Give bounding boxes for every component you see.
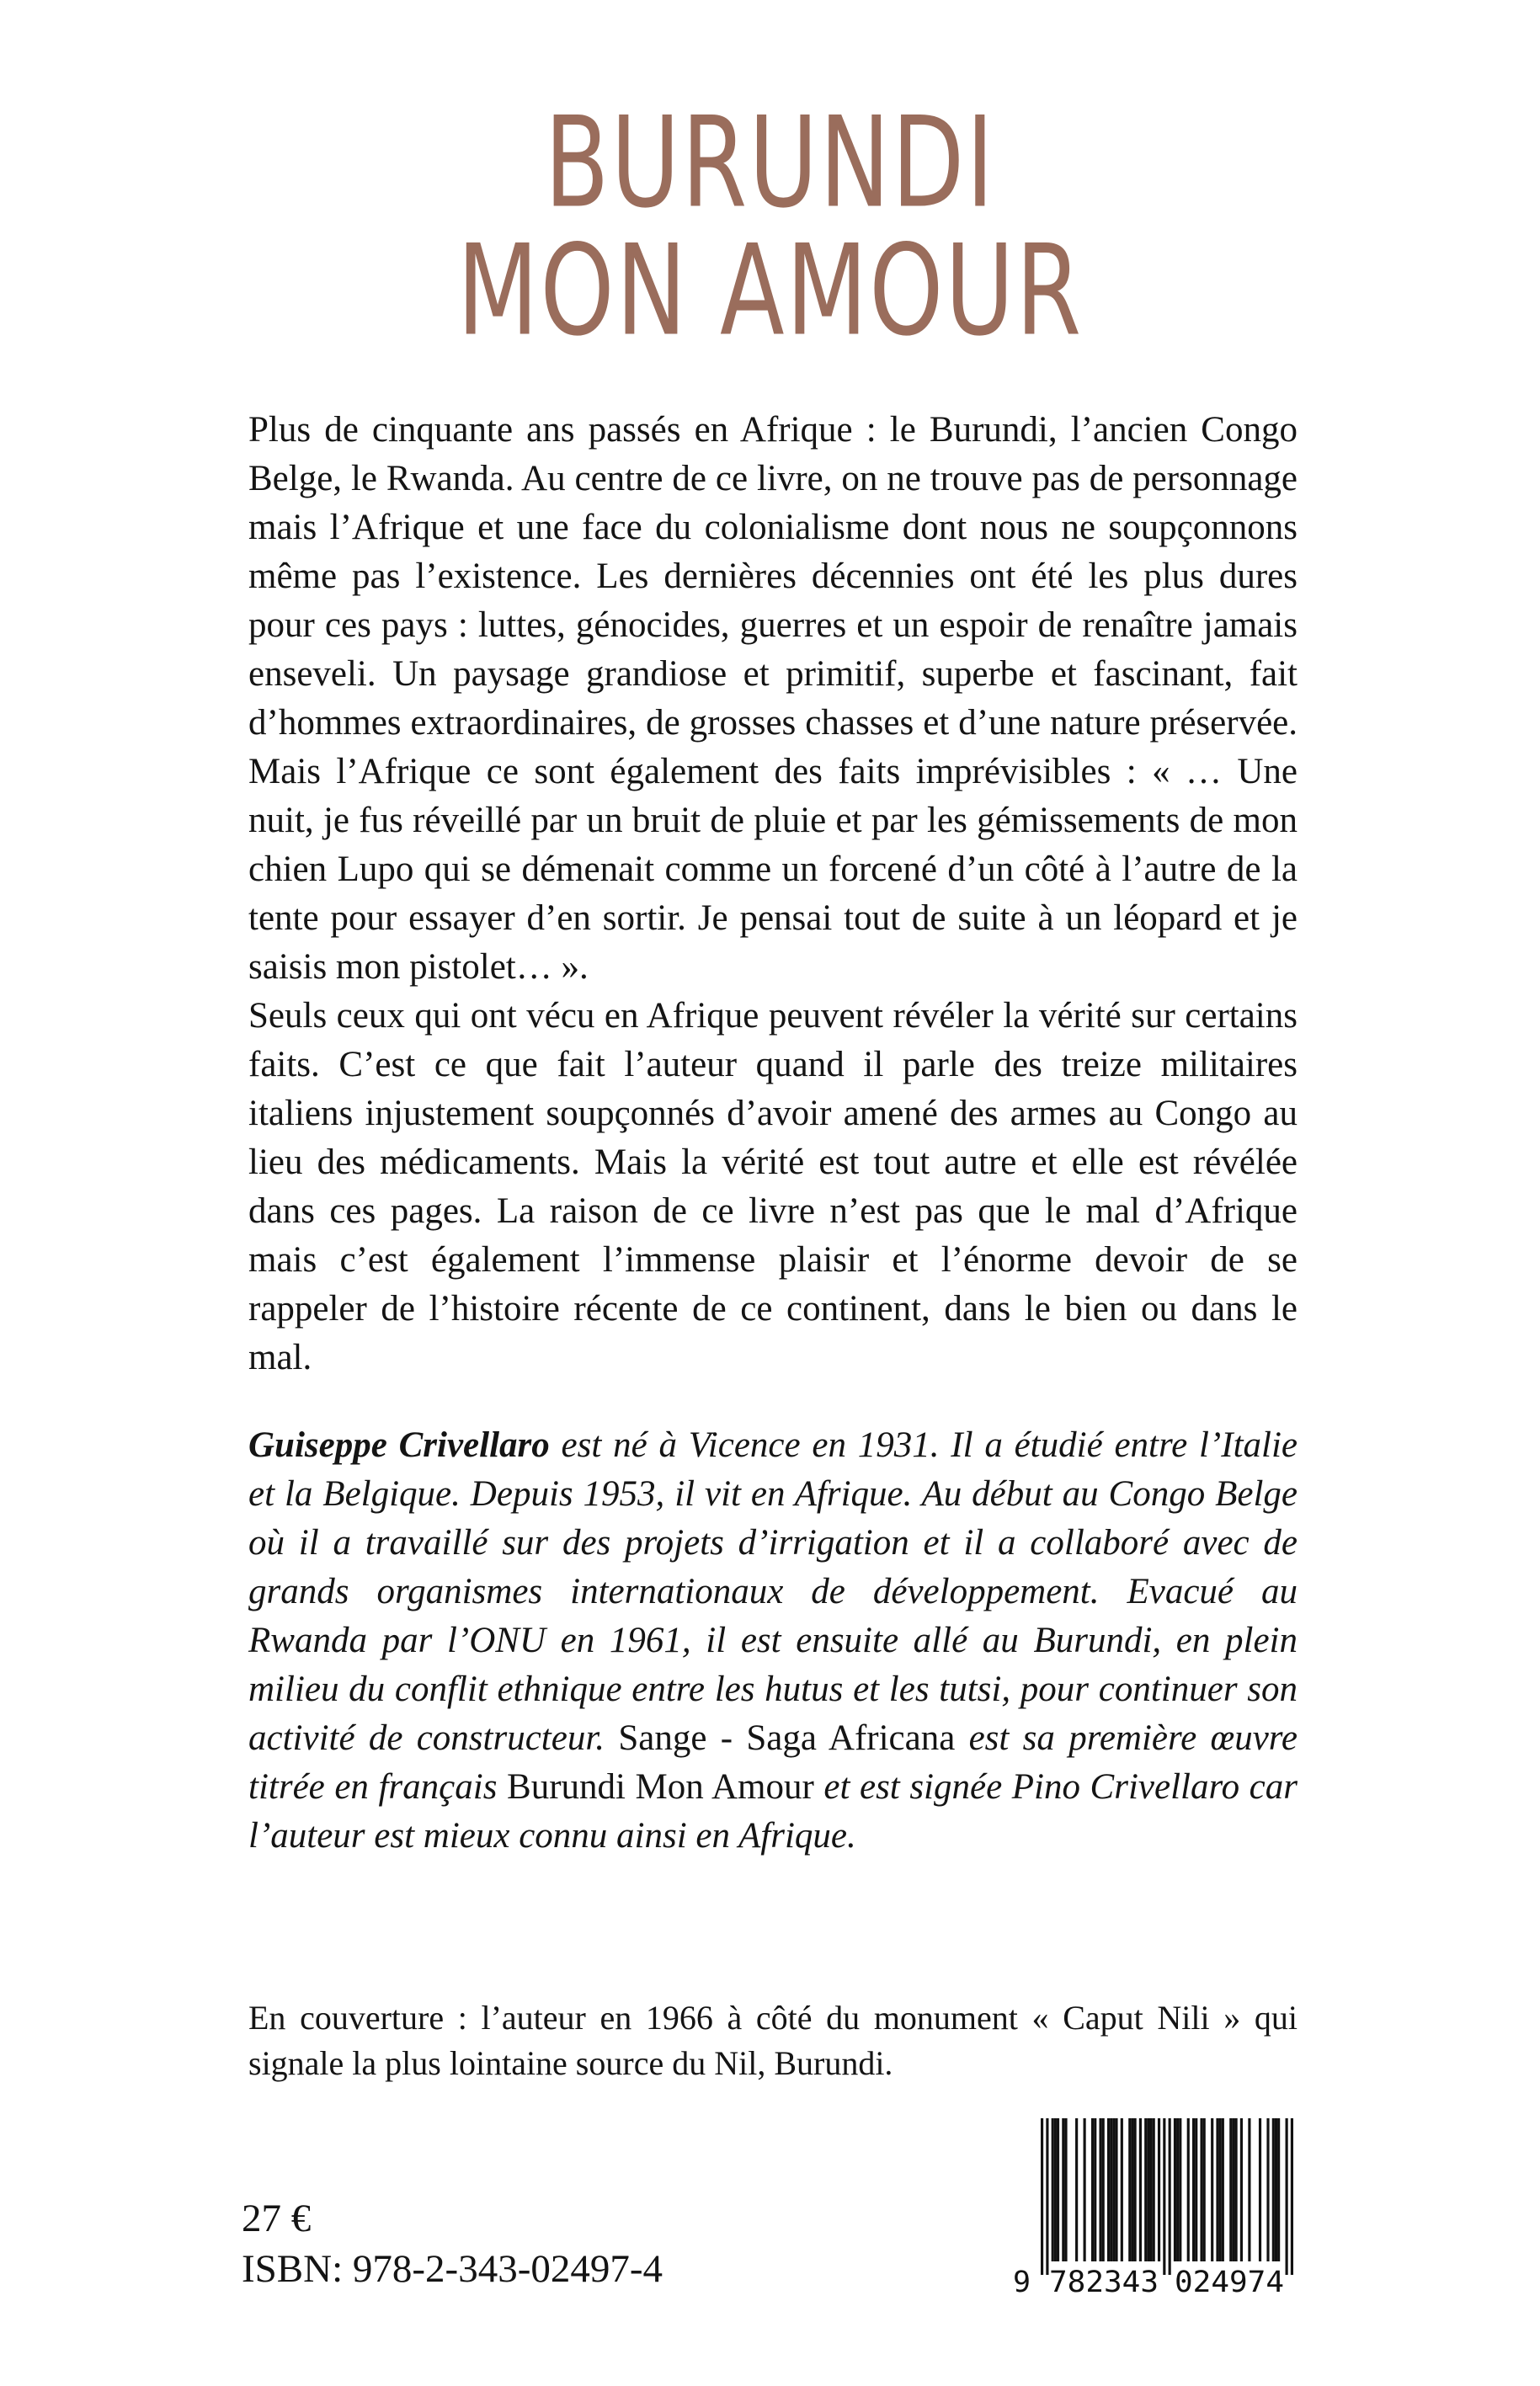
price: 27 € [242, 2197, 312, 2240]
svg-text:024974: 024974 [1175, 2266, 1284, 2297]
author-bio [248, 1421, 1298, 1861]
isbn: ISBN: 978-2-343-02497-4 [242, 2247, 663, 2291]
ean13-barcode [1012, 2118, 1295, 2301]
cover-note: En couverture : l’auteur en 1966 à côté du monument « Caput Nili » qui signale la plus lointaine source du Nil, Burundi. [248, 1999, 1298, 2082]
book-title-line2: MON AMOUR [456, 218, 1084, 365]
bio-segment: est sa première œuvre titrée en français [248, 1718, 1298, 1807]
bio-segment: Guiseppe Crivellaro [248, 1425, 550, 1465]
bio-segment: est né à Vicence en 1931. Il a étudié entre l’Italie et la Belgique. Depuis 1953, il vit en Afrique. Au début au Congo Belge où il a travaillé sur des projets d’irrigation et il a collaboré avec de grands organismes internationaux de développement. Evacué au Rwanda par l’ONU en 1961, il est ensuite allé au Burundi, en plein milieu du conflit ethnique entre les hutus et les tutsi, pour continuer son activité de constructeur. [248, 1425, 1298, 1758]
synopsis [248, 406, 1298, 1382]
title-block [0, 90, 1540, 365]
synopsis-paragraph-2: Seuls ceux qui ont vécu en Afrique peuvent révéler la vérité sur certains faits. C’est ce que fait l’auteur quand il parle des treize militaires italiens injustement soupçonnés d’avoir amené des armes au Congo au lieu des médicaments. Mais la vérité est tout autre et elle est révélée dans ces pages. La raison de ce livre n’est pas que le mal d’Afrique mais c’est également l’immense plaisir et l’énorme devoir de se rappeler de l’histoire récente de ce continent, dans le bien ou dans le mal. [248, 996, 1298, 1377]
bio-segment: et est signée Pino Crivellaro car l’auteur est mieux connu ainsi en Afrique. [248, 1767, 1298, 1856]
bio-segment: Burundi Mon Amour [507, 1767, 814, 1807]
synopsis-paragraph-1: Plus de cinquante ans passés en Afrique : le Burundi, l’ancien Congo Belge, le Rwanda. Au centre de ce livre, on ne trouve pas de personnage mais l’Afrique et une face du colonialisme dont nous ne soupçonnons même pas l’existence. Les dernières décennies ont été les plus dures pour ces pays : luttes, génocides, guerres et un espoir de renaître jamais enseveli. Un paysage grandiose et primitif, superbe et fascinant, fait d’hommes extraordinaires, de grosses chasses et d’une nature préservée. Mais l’Afrique ce sont également des faits imprévisibles : « … Une nuit, je fus réveillé par un bruit de pluie et par les gémissements de mon chien Lupo qui se démenait comme un forcené d’un côté à l’autre de la tente pour essayer d’en sortir. Je pensai tout de suite à un léopard et je saisis mon pistolet… ». [248, 410, 1298, 987]
book-title-line1: BURUNDI [544, 90, 996, 237]
svg-text:782343: 782343 [1049, 2266, 1159, 2297]
bio-segment: Sange - Saga Africana [618, 1718, 956, 1758]
svg-text:9: 9 [1013, 2266, 1031, 2297]
